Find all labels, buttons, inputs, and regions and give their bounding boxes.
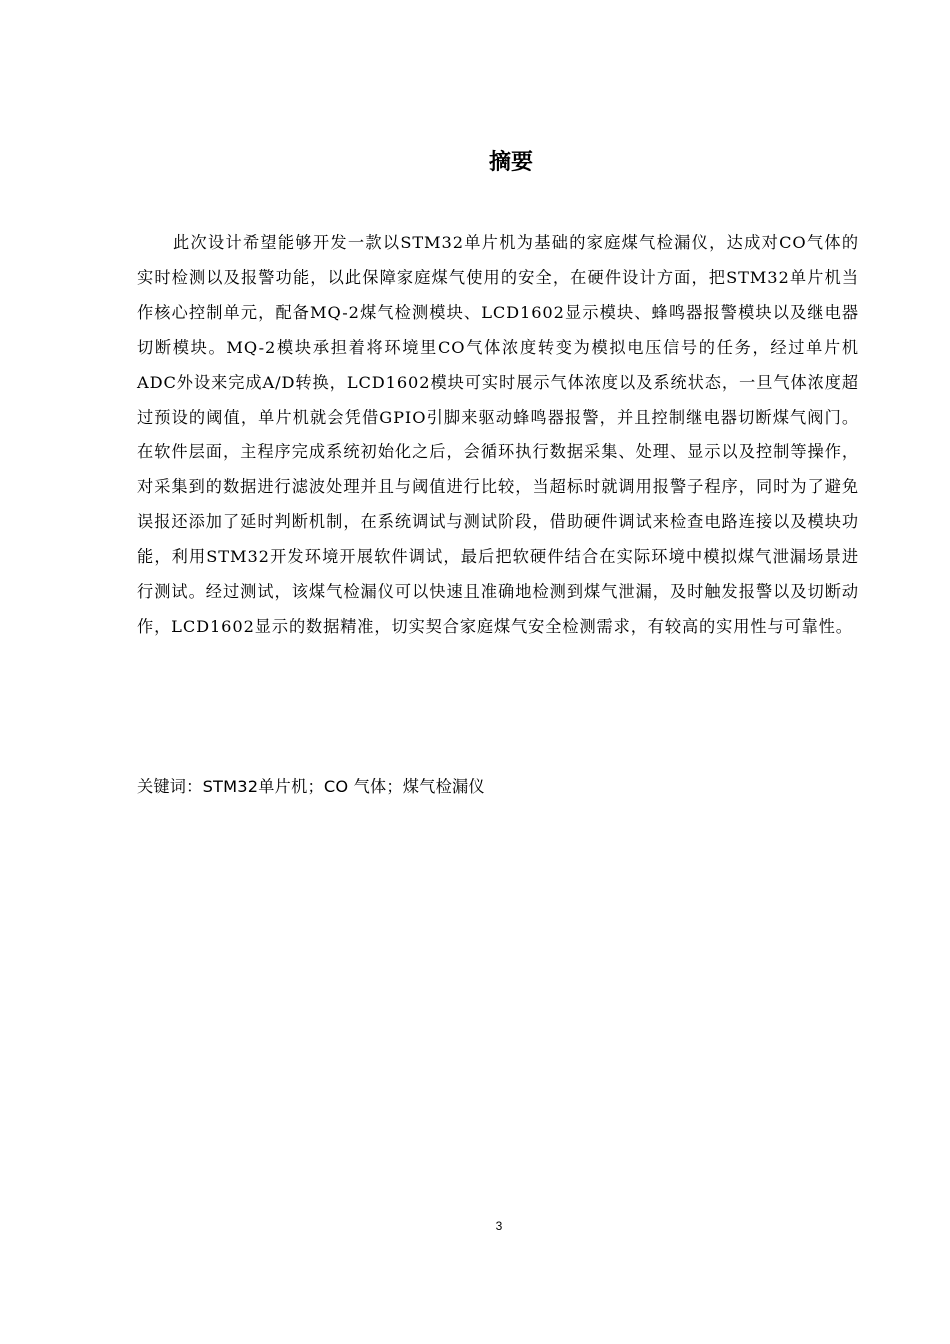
- abstract-title: 摘要: [488, 150, 533, 175]
- keywords-label: 关键词：: [137, 777, 203, 796]
- keywords-value: STM32单片机；CO 气体；煤气检漏仪: [202, 777, 485, 796]
- abstract-body: 此次设计希望能够开发一款以STM32单片机为基础的家庭煤气检漏仪，达成对CO气体的实时检测以及报警功能，以此保障家庭煤气使用的安全，在硬件设计方面，把STM32单片机当作核心控制单元，配备MQ-2煤气检测模块、LCD1602显示模块、蜂鸣器报警模块以及继电器切断模块。MQ-2模块承担着将环境里CO气体浓度转变为模拟电压信号的任务，经过单片机ADC外设来完成A/D转换，LCD1602模块可实时展示气体浓度以及系统状态，一旦气体浓度超过预设的阈值，单片机就会凭借GPIO引脚来驱动蜂鸣器报警，并且控制继电器切断煤气阀门。在软件层面，主程序完成系统初始化之后，会循环执行数据采集、处理、显示以及控制等操作，对采集到的数据进行滤波处理并且与阈值进行比较，当超标时就调用报警子程序，同时为了避免误报还添加了延时判断机制，在系统调试与测试阶段，借助硬件调试来检查电路连接以及模块功能，利用STM32开发环境开展软件调试，最后把软硬件结合在实际环境中模拟煤气泄漏场景进行测试。经过测试，该煤气检漏仪可以快速且准确地检测到煤气泄漏，及时触发报警以及切断动作，LCD1602显示的数据精准，切实契合家庭煤气安全检测需求，有较高的实用性与可靠性。: [137, 233, 859, 636]
- keywords-line: [137, 772, 859, 802]
- page-number: 3: [495, 1219, 503, 1233]
